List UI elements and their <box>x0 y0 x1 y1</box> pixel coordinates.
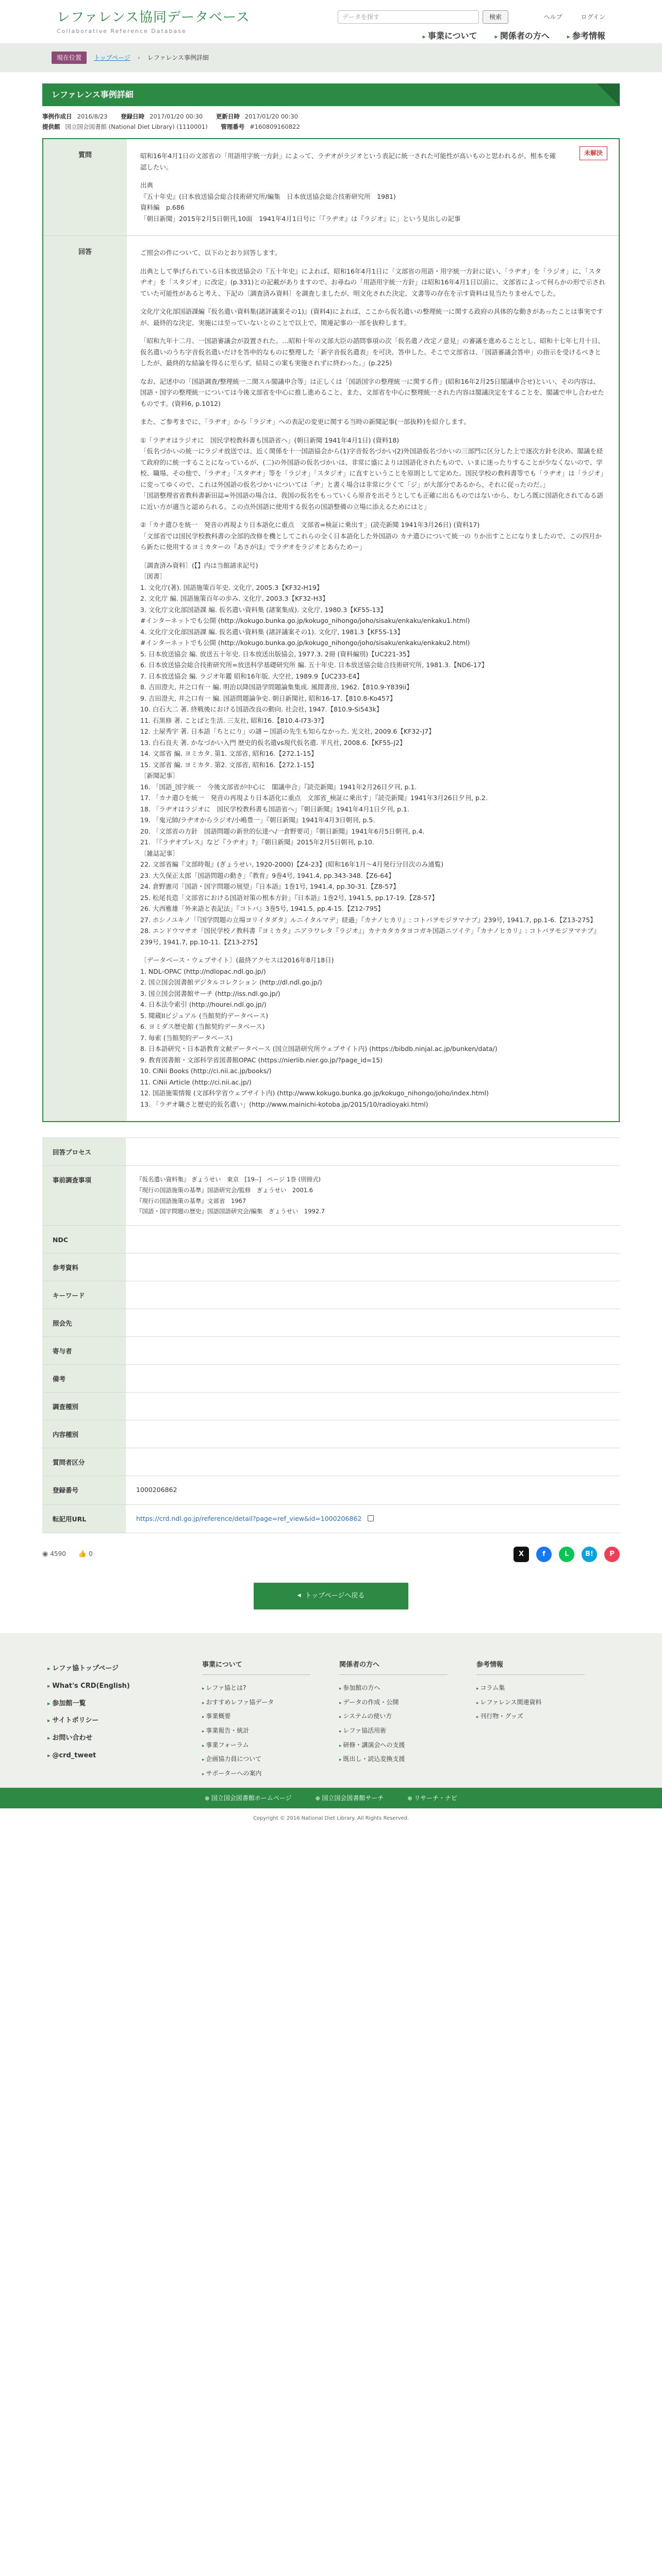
field-row-content-type: 内容種別 <box>42 1420 620 1448</box>
field-row-contributor: 寄与者 <box>42 1336 620 1364</box>
case-meta <box>42 111 620 132</box>
footer-link[interactable]: ▸ 既出し・読込変換支援 <box>339 1752 448 1767</box>
site-header <box>0 0 662 43</box>
footer-link[interactable]: ▸ 企画協力員について <box>202 1752 310 1767</box>
answer-paragraph: ①「ラヂオはラジオに 国民学校教科書も国語省へ」(朝日新聞 1941年4月1日) (資料18) 「仮名づかいの統一にラジオ放送では、近く関係を十一国語協会から(1)字音仮名づかい(2)外国語仮名づかいの三部門に区分した上で逐次方針を決め、閣議を経て政府的に統一することになっているが、(二)の外国語の仮名づかいは、非常に盛によりは国語化されたもので、いまに迷ったりすることが少なくないので、学校、職場、その他で、「ラヂオ」「スタヂオ」等を「ラジオ」「スタジオ」に直すということを原則として定めた。国民学校の教科書等でも「ラヂオ」は「ラジオ」に変ってゆくので、これは外国語の仮名づかいについては「ヂ」と書く場合は非常に少くて「ジ」が大部分であるから、それに従ったのだ。」 「国語整理省省教科書新田誌=外国語の場合は、我国の仮名をもっていくら原音を出そうとしても正確に出るものではないから、むしろ既に国語化されてゐる語に近い方が適当と認められる。この点外国語に使用する仮名の国語整備の立場に添えるためにはと」 <box>140 436 604 511</box>
page-title: レファレンス事例詳細 <box>42 83 620 106</box>
question-label: 質問 <box>43 139 127 235</box>
login-link[interactable]: ログイン <box>581 13 605 21</box>
answer-databases: 〔データベース・ウェブサイト〕(最終アクセスは2016年8月18日) 1. NDL-OPAC (http://ndlopac.ndl.go.jp/) 2. 国立国会図書館デジタルコレクション (http://dl.ndl.go.jp/) 3. 国立国会図書館サーチ (http://iss.ndl.go.jp/) 4. 日本法令索引 (http://hourei.ndl.go.jp/) 5. 聞蔵IIビジュアル (当館契約データベース) 6. ヨミダス歴史館 (当館契約データベース) 7. 毎索 (当館契約データベース) 8. 日本語研究・日本語教育文献データベース (国立国語研究所ウェブサイト内) (https://bibdb.ninjal.ac.jp/bunken/data/) 9. 教育図書館・文部科学省図書館OPAC (https://nierlib.nier.go.jp/?page_id=15) 10. CiNii Books (http://ci.nii.ac.jp/books/) 11. CiNii Article (http://ci.nii.ac.jp/) 12. 国語施策情報 (文部科学省ウェブサイト内) (http://www.kokugo.bunka.go.jp/kokugo_nihongo/joho/index.html) 13. 「ラヂオ職さと歴史的仮名遣い」(http://www.mainichi-kotoba.jp/2015/10/radioyaki.html) <box>140 956 498 1108</box>
answer-paragraph: また、ご参考までに、「ラヂオ」から「ラジオ」への表記の変更に関する当時の新聞記事(一部抜粋)を紹介します。 <box>140 418 470 426</box>
meta-id: 管理番号 #160809160822 <box>221 123 300 131</box>
answer-row <box>43 235 619 1121</box>
field-row-requester: 質問者区分 <box>42 1448 620 1476</box>
field-row-ndc: NDC <box>42 1225 620 1253</box>
case-fields-table <box>42 1138 620 1533</box>
footer-link[interactable]: ▸ サポーターへの案内 <box>202 1767 310 1781</box>
help-link[interactable]: ヘルプ <box>543 13 562 21</box>
like-count[interactable]: 👍 0 <box>78 1550 93 1558</box>
answer-paragraph: 出典として挙げられている日本放送協会の『五十年史』によれば、昭和16年4月1日に「文部省の用語・用字統一方針に従い、「ラヂオ」を「ラジオ」に、「スタヂオ」を「スタジオ」に改定」(p.331)との記載がありますので、お尋ねの「用語用字統一方針」は昭和16年4月1日以前に、文部省によって何らかの形で示されていた可能性があると考え、下記の〔調査済み資料〕を調査しましたが、明文化された決定、文書等の存在を示す資料は見当たりませんでした。 <box>140 267 605 297</box>
ndl-home-link[interactable]: ⊕ 国立国会図書館ホームページ <box>205 1793 291 1803</box>
footer-col-title: 参考情報 <box>476 1660 585 1675</box>
question-row <box>43 139 619 235</box>
footer-col-info <box>476 1660 585 1724</box>
footer-link[interactable]: ▸ おすすめレファ協データ <box>202 1696 310 1710</box>
question-text: 昭和16年4月1日の文部省の「用語用字統一方針」によって、ラヂオがラジオという表記に統一された可能性が高いものと思われるが、根本を確認したい。 <box>140 152 556 171</box>
top-links <box>544 12 605 22</box>
meta-updated: 更新日時 2017/01/20 00:30 <box>216 113 298 120</box>
field-row-notes: 備考 <box>42 1364 620 1392</box>
field-row-url: 転記用URL https://crd.ndl.go.jp/reference/detail?page=ref_view&id=1000206862 <box>42 1504 620 1534</box>
field-row-references: 参考資料 <box>42 1253 620 1281</box>
field-row-reg-number: 登録番号 1000206862 <box>42 1476 620 1504</box>
footer-main-links <box>47 1660 161 1765</box>
copyright: Copyright © 2016 National Diet Library. All Rights Reserved. <box>253 1816 409 1821</box>
research-navi-link[interactable]: ⊕ リサーチ・ナビ <box>407 1793 457 1803</box>
field-row-contact: 照会先 <box>42 1309 620 1336</box>
footer-link[interactable]: ▸ 参加館の方へ <box>339 1681 448 1696</box>
pocket-share-icon[interactable]: P <box>604 1547 620 1562</box>
footer-link[interactable]: ▸ 事業フォーラム <box>202 1738 310 1753</box>
answer-paragraph: 文化庁文化部国語課編『仮名遣い資料集(諸評議案その1)』(資料4)によれば、ここから仮名遣いの整理統一に関する政府の具体的な動きがあったことは事実ですが、最終的な決定、実施には至っていないとのことで以上で、関連記事の一部を抜粋します。 <box>140 308 603 327</box>
footer-link-top[interactable]: ▸ レファ協トップページ <box>47 1660 161 1677</box>
sns-buttons <box>514 1547 620 1562</box>
footer-link-english[interactable]: ▸ What's CRD(English) <box>47 1677 161 1695</box>
back-to-top-button[interactable]: ◀ トップページへ戻る <box>254 1583 408 1609</box>
footer-link[interactable]: ▸ コラム集 <box>476 1681 585 1696</box>
breadcrumb <box>0 43 662 72</box>
counts <box>42 1549 93 1560</box>
footer-col-title: 事業について <box>202 1660 310 1675</box>
answer-paragraph: なお、記述中の「国語調査/整理統一二関スル閣議申合等」は正しくは「国語国字の整理統一に関する件」(昭和16年2月25日閣議申合せ)といい、その内容は、国語・国字の整理統一については今後文部省を中心に推し進めること、また、文部省を中心に整理統一された内容は閣議決定をすることを、閣議で申し合わせたものです。(資料6, p.1012) <box>140 377 604 408</box>
footer-link[interactable]: ▸ レファ協活用術 <box>339 1724 448 1738</box>
answer-paragraph: ②「カナ遣ひを統一 発音の再現より日本語化に重点 文部省=検証に乗出す」(読売新聞 1941年3月26日) (資料17) 「文部省では国民学校教科書の全部的改修を機としてこれらの全く日本語化した外国語の カナ遣ひについて統一の りか出すことになりましたので、この四月から新たに使用するヨミカターの『あさがほ』でラヂオをラジオとあらためー」 <box>140 521 602 551</box>
meta-created: 事例作成日 2016/8/23 <box>42 113 108 120</box>
footer-bottom-bar <box>0 1788 662 1808</box>
nav-reference-info[interactable]: ▸ 参考情報 <box>567 30 605 43</box>
nav-about[interactable]: ▸ 事業について <box>423 30 477 43</box>
answer-paragraph: 「昭和九年十二月、一国語審議会が設置された。…昭和十年の文部大臣の諮問事項の次「仮名遣ノ改定ノ意見」の審議を進めることとし、昭和十七年七月十日、仮名遣いのうち字音仮名遣いだけを答申的なものに整理した「新字音仮名遣表」を可決、答申した。そこで文部省は、「国語審議会答申」の指示を受けるべきとしたが、最終的な結論を得るに至らず、結局この案も実施されずに終わった。」(p.225) <box>140 337 605 367</box>
copy-icon[interactable] <box>368 1515 374 1521</box>
field-row-process: 回答プロセス <box>42 1138 620 1165</box>
answer-label: 回答 <box>43 236 127 1121</box>
breadcrumb-top[interactable]: トップページ <box>94 54 130 61</box>
footer-link-twitter[interactable]: ▸ @crd_tweet <box>47 1747 161 1765</box>
footer-link[interactable]: ▸ 事業概要 <box>202 1709 310 1724</box>
footer-link[interactable]: ▸ 事業報告・統計 <box>202 1724 310 1738</box>
field-row-prior-research: 事前調査事項 『仮名遣い資料集』 ぎょうせい 東京 [19--] ページ 1巻 (別冊式) 『現行の国語施策の基準』国語研究会/監修 ぎょうせい 2001.6 『現行の国語施策の基準』文部省 1967 『国語・国字問題の歴史』国語国語研究会/編集 ぎょうせい 1992.7 <box>42 1165 620 1225</box>
footer-link[interactable]: ▸ 刊行物・グッズ <box>476 1709 585 1724</box>
footer-link-contact[interactable]: ▸ お問い合わせ <box>47 1730 161 1747</box>
footer-col-about <box>202 1660 310 1781</box>
status-badge: 未解決 <box>580 146 607 160</box>
x-share-icon[interactable]: X <box>514 1547 529 1562</box>
footer-link[interactable]: ▸ システムの使い方 <box>339 1709 448 1724</box>
meta-registered: 登録日時 2017/01/20 00:30 <box>121 113 203 120</box>
share-row <box>42 1547 620 1562</box>
search-button[interactable]: 検索 <box>483 10 508 24</box>
hatena-bookmark-icon[interactable]: B! <box>582 1547 597 1562</box>
footer <box>0 1633 662 1788</box>
main-nav <box>423 30 605 43</box>
case-detail-table <box>42 138 620 1122</box>
field-row-research-type: 調査種別 <box>42 1392 620 1420</box>
site-logo[interactable] <box>57 7 250 36</box>
footer-col-members <box>339 1660 448 1767</box>
breadcrumb-current-label: 現在位置 <box>52 52 87 64</box>
footer-link[interactable]: ▸ データの作成・公開 <box>339 1696 448 1710</box>
question-source: 出典 『五十年史』(日本放送協会総合技術研究所/編集 日本放送協会総合技術研究所 1981) 資料編 p.686 「朝日新聞」2015年2月5日朝刊,10面 1941年4月1日号に「『ラヂオ』は『ラジオ』に」という見出しの記事 <box>140 181 461 223</box>
answer-paragraph: ご照会の件について、以下のとおり回答します。 <box>140 249 282 257</box>
meta-library: 提供館 国立国会図書館 (National Diet Library) (1110001) <box>42 123 208 131</box>
line-share-icon[interactable]: L <box>559 1547 574 1562</box>
logo-subtitle: Collaborative Reference Database <box>57 28 187 35</box>
view-count: ◉ 4590 <box>42 1550 66 1558</box>
breadcrumb-current-page: レファレンス事例詳細 <box>147 54 209 61</box>
eye-icon: ◉ <box>42 1550 48 1558</box>
footer-link-policy[interactable]: ▸ サイトポリシー <box>47 1712 161 1730</box>
question-body <box>127 139 619 235</box>
thumbs-up-icon: 👍 <box>78 1550 87 1558</box>
nav-for-members[interactable]: ▸ 関係者の方へ <box>495 30 550 43</box>
permalink-url[interactable]: https://crd.ndl.go.jp/reference/detail?page=ref_view&id=1000206862 <box>136 1514 362 1522</box>
search-input[interactable]: データを探す <box>338 10 479 24</box>
facebook-share-icon[interactable]: f <box>536 1547 552 1562</box>
answer-references: 〔調査済み資料〕(【】内は当館請求記号) 〔図書〕 1. 文化庁(著). 国語施策百年史. 文化庁, 2005.3【KF32-H19】 2. 文化庁 編. 国語施策百年の歩み. 文化庁, 2003.3【KF32-H3】 3. 文化庁文化部国語課 編. 仮名遣い資料集 (諸案集成). 文化庁, 1980.3【KF55-13】 #インターネットでも公開 (http://kokugo.bunka.go.jp/kokugo_nihongo/joho/sisaku/enkaku/enkaku1.html) 4. 文化庁文化部国語課 編. 仮名遣い資料集 (諸評議案その1). 文化庁, 1981.3【KF55-13】 #インターネットでも公開 (http://kokugo.bunka.go.jp/kokugo_nihongo/joho/sisaku/enkaku/enkaku2.html) 5. 日本放送協会 編. 放送五十年史. 日本放送出版協会, 1977.3. 2冊 (資料編別)【UC221-35】 6. 日本放送協会総合技術研究所=放送科学基礎研究所 編. 五十年史. 日本放送協会総合技術研究所, 1981.3.【ND6-17】 7. 日本放送協会 編. ラジオ年鑑 昭和16年版. 大空社, 1989.9【UC233-E4】 8. 吉田澄夫, 井之口有一 編. 明治以降国語学問題論集集成. 風間書房, 1962.【810.9-Y839ii】 9. 吉田澄夫, 井之口有一 編. 国語問題論争史. 朝日新聞社, 昭和16-17.【810.8-Ko457】 10. 白石大二 著. 終戦後における国語改良の動向. 社会社, 1947.【810.9-Si543k】 11. 石黒修 著. ことばと生活. 三友社, 昭和16.【810.4-I73-3?】 12. 土屋秀宇 著. 日本語「ちとにり」の謎 ─ 国語の先生も知らなかった. 光文社, 2009.6【KF32-J7】 13. 白石良夫 著. かなづかい入門 歴史的仮名遣vs現代仮名遣. 平凡社, 2008.6.【KF55-J2】 14. 文部省 編. ヨミカタ. 第1. 文部省, 昭和16.【272.1-15】 15. 文部省 編. ヨミカタ. 第2. 文部省, 昭和16.【272.1-15】 〔新聞記事〕 16. 「国語_国字統一 今後文部省が中心に 閣議申合」『読売新聞』1941年2月26日夕刊, p.1. 17. 「カナ遣ひを統一 発音の再現より日本語化に重点 文部省_検証に乗出す」『読売新聞』1941年3月26日夕刊, p.2. 18. 「ラヂオはラジオに 国民学校教科書も国語省へ」『朝日新聞』1941年4月1日夕刊, p.1. 19. 「鬼元帥/ラヂオからラジオ/小嶋豊一」『朝日新聞』1941年4月3日朝刊, p.5. 20. 「文部省の方針 国語問題の新世的伝達へ/一倉野要司」『朝日新聞』1941年6月5日朝刊, p.4. 21. 「『ラヂオプレス』など『ラヂオ』?」『朝日新聞』2015年2月5日朝刊, p.10. 〔雑誌記事〕 22. 文部省編『文部時報』(ぎょうせい, 1920-2000)【Z4-23】(昭和16年1月〜4月発行分目次のみ通覧) 23. 大久保正太郎「国語問題の動き」『教育』9巻4号, 1941.4, pp.343-348.【Z6-64】 24. 倉野憲司「国語・国字問題の展望」『日本語』1巻1号, 1941.4, pp.30-31.【Z8-57】 25. 松尾長造「文部省における国語対策の根本方針」『日本語』1巻2号, 1941.5, pp.17-19.【Z8-57】 26. 大西雅雄「外来語と表記法」『コトバ』3巻5号, 1941.5, pp.4-15.【Z12-795】 27. ホシノユキノ「『国学問題の立場ヨリイタダタ』ルニイタルマデ」経過」『カナノヒカリ』: コトバヲモジヲマナブ』239号, 1941.7, pp.1-6.【Z13-275】 28. エンドウマサオ「国民学校ノ教科書『ヨミカタ』ニアラワレタ『ラジオ』」カナカタカタヨコガキ国語ニツイテ」『カナノヒカリ』: コトバヲモジヲマナブ』239号, 1941.7, pp.10-11.【Z13-275】 <box>140 561 600 946</box>
footer-col-title: 関係者の方へ <box>339 1660 448 1675</box>
breadcrumb-separator: › <box>137 54 140 61</box>
ndl-search-link[interactable]: ⊕ 国立国会図書館サーチ <box>316 1793 384 1803</box>
back-wrap <box>0 1583 662 1609</box>
field-row-keywords: キーワード <box>42 1281 620 1309</box>
footer-link[interactable]: ▸ レファ協とは? <box>202 1681 310 1696</box>
logo-title: レファレンス協同データベース <box>57 10 250 25</box>
footer-link[interactable]: ▸ レファレンス関連資料 <box>476 1696 585 1710</box>
footer-link-libraries[interactable]: ▸ 参加館一覧 <box>47 1695 161 1713</box>
answer-body <box>127 236 619 1121</box>
footer-link[interactable]: ▸ 研修・講演会への支援 <box>339 1738 448 1753</box>
